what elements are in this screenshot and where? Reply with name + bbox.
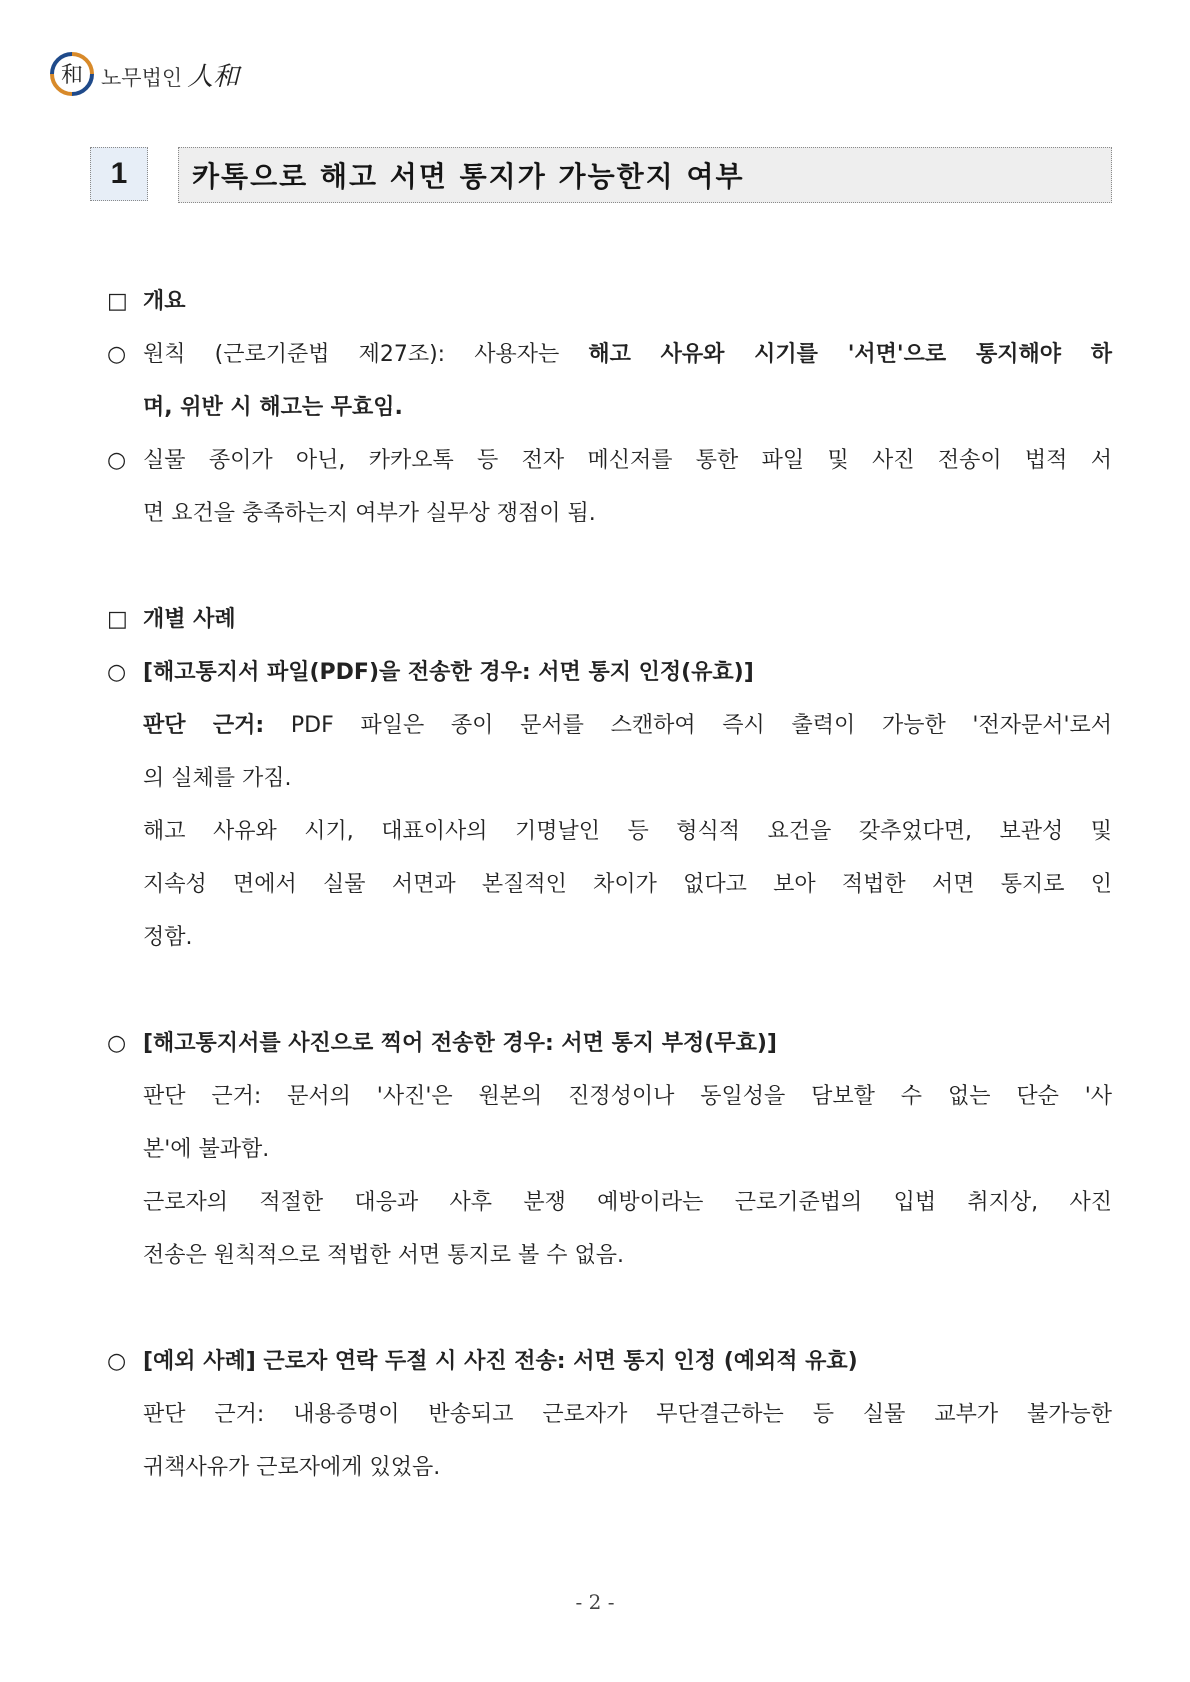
- square-bullet: □: [107, 607, 128, 632]
- case1-title: ○ [해고통지서 파일(PDF)을 전송한 경우: 서면 통지 인정(유효)]: [107, 657, 1112, 689]
- case2-note-2: 전송은 원칙적으로 적법한 서면 통지로 볼 수 없음.: [143, 1243, 624, 1268]
- org-name-hanja: 人和: [187, 61, 240, 92]
- case2-basis-cont: 본'에 불과함.: [143, 1137, 270, 1162]
- case3-basis: 판단 근거: 내용증명이 반송되고 근로자가 무단결근하는 등 실물 교부가 불가능한: [143, 1402, 1112, 1427]
- page-number: - 2 -: [575, 1590, 615, 1614]
- circle-bullet: ○: [107, 1031, 127, 1056]
- overview-principle: ○ 원칙 (근로기준법 제27조): 사용자는 해고 사유와 시기를 '서면'으로 통지해야 하: [107, 339, 1112, 371]
- case2-note-1: 근로자의 적절한 대응과 사후 분쟁 예방이라는 근로기준법의 입법 취지상, 사진: [143, 1190, 1112, 1215]
- case2-basis: 판단 근거: 문서의 '사진'은 원본의 진정성이나 동일성을 담보할 수 없는 단순 '사: [143, 1084, 1112, 1109]
- case1-basis: 판단 근거: PDF 파일은 종이 문서를 스캔하여 즉시 출력이 가능한 '전자문서'로서: [143, 713, 1113, 738]
- case3-title: ○ [예외 사례] 근로자 연락 두절 시 사진 전송: 서면 통지 인정 (예외적 유효): [107, 1346, 1112, 1378]
- case2-title: ○ [해고통지서를 사진으로 찍어 전송한 경우: 서면 통지 부정(무효)]: [107, 1028, 1112, 1060]
- circle-bullet: ○: [107, 448, 127, 473]
- case1-basis-cont: 의 실체를 가짐.: [143, 766, 292, 791]
- case1-note-3: 정함.: [143, 925, 193, 950]
- circle-bullet: ○: [107, 342, 127, 367]
- emblem-char: 和: [60, 63, 84, 88]
- overview-heading: □ 개요: [107, 286, 1112, 318]
- case1-note-1: 해고 사유와 시기, 대표이사의 기명날인 등 형식적 요건을 갖추었다면, 보관성 및: [143, 819, 1112, 844]
- firm-logo: [49, 51, 239, 97]
- section-title: 카톡으로 해고 서면 통지가 가능한지 여부: [178, 147, 1112, 203]
- square-bullet: □: [107, 289, 128, 314]
- overview-issue: ○ 실물 종이가 아닌, 카카오톡 등 전자 메신저를 통한 파일 및 사진 전송이 법적 서: [107, 445, 1112, 477]
- case1-note-2: 지속성 면에서 실물 서면과 본질적인 차이가 없다고 보아 적법한 서면 통지로 인: [143, 872, 1112, 897]
- overview-issue-cont: 면 요건을 충족하는지 여부가 실무상 쟁점이 됨.: [143, 501, 596, 526]
- overview-principle-cont: 며, 위반 시 해고는 무효임.: [143, 395, 403, 420]
- section-number: 1: [90, 147, 148, 201]
- circle-bullet: ○: [107, 1349, 127, 1374]
- cases-heading: □ 개별 사례: [107, 604, 1112, 636]
- org-name: 노무법인: [101, 65, 183, 90]
- firm-emblem-icon: [49, 51, 95, 97]
- case3-basis-cont: 귀책사유가 근로자에게 있었음.: [143, 1455, 441, 1480]
- circle-bullet: ○: [107, 660, 127, 685]
